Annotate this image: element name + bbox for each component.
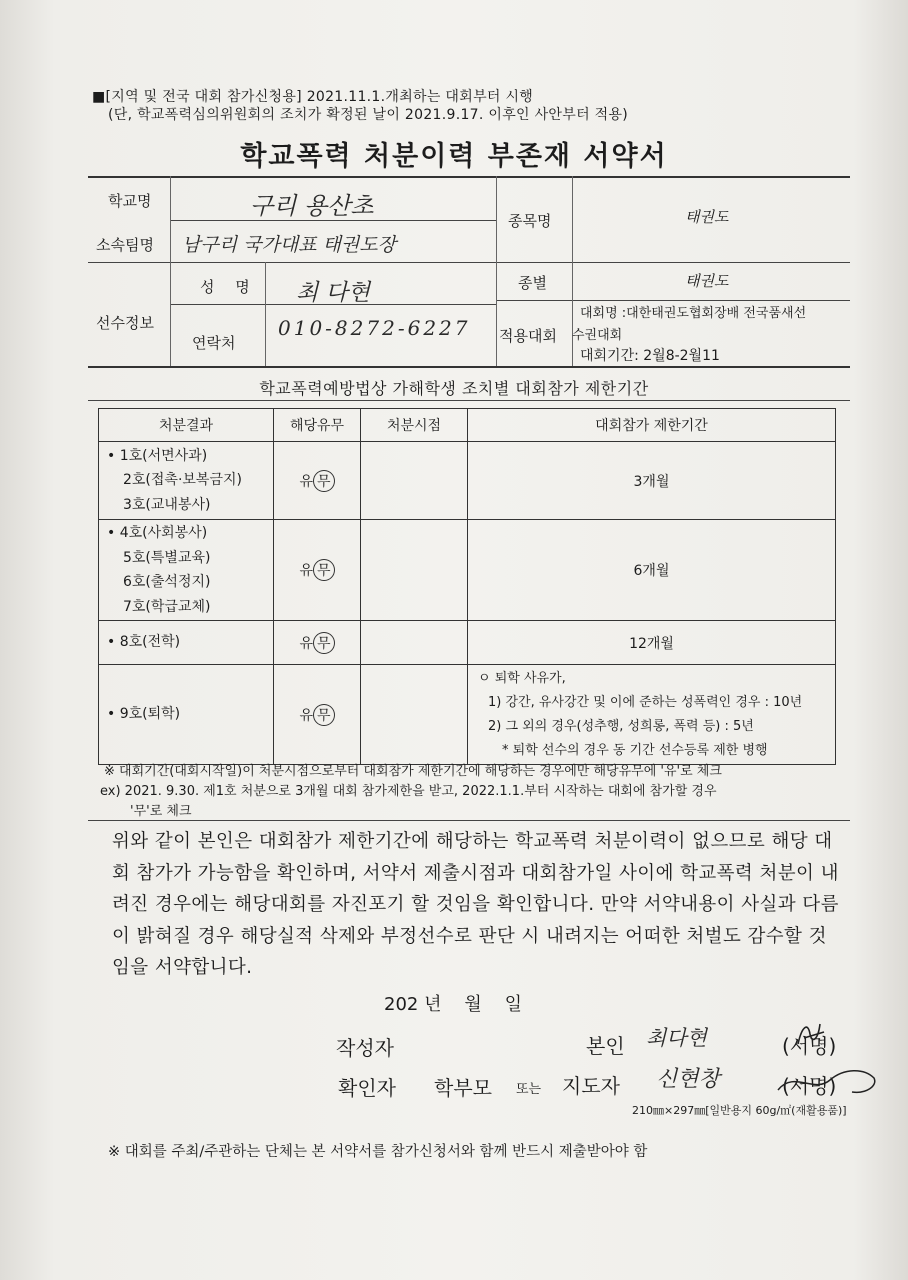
disposition-item: 2호(접촉·보복금지)	[123, 472, 242, 489]
footnote-3: '무'로 체크	[130, 804, 192, 819]
table-header-row	[99, 409, 836, 442]
period-cell: 12개월	[468, 621, 836, 665]
disposition-item: 5호(특별교육)	[123, 549, 211, 566]
no-option-circled: 무	[313, 559, 335, 581]
player-info-label: 선수정보	[96, 314, 154, 332]
sign-placeholder-2: (서명)	[782, 1074, 837, 1098]
yes-option: 유	[299, 563, 313, 579]
paper-spec: 210㎜×297㎜[일반용지 60g/㎡(재활용품)]	[632, 1104, 847, 1117]
yes-option: 유	[299, 473, 313, 490]
team-label: 소속팀명	[96, 236, 154, 254]
disposition-item: • 8호(전학)	[107, 634, 181, 651]
table-row	[99, 621, 836, 665]
no-option-circled: 무	[313, 704, 335, 726]
sign-placeholder-1: (서명)	[782, 1034, 837, 1058]
applicable-cell	[274, 621, 361, 665]
info-divider	[170, 176, 171, 366]
disposition-list	[99, 621, 274, 665]
period-cell: 3개월	[468, 442, 836, 520]
table-row	[99, 520, 836, 621]
info-top-rule	[88, 176, 850, 178]
pledge-date: 202 년 월 일	[384, 994, 523, 1015]
yes-option: 유	[299, 635, 313, 652]
contact-value: 010-8272-6227	[278, 316, 471, 340]
parent-label: 학부모	[434, 1076, 492, 1100]
restriction-table	[98, 408, 836, 765]
bottom-note: ※ 대회를 주최/주관하는 단체는 본 서약서를 참가신청서와 함께 반드시 제출받아야 함	[108, 1144, 648, 1160]
disposition-list	[99, 520, 274, 621]
competition-name-cont: 수권대회	[572, 328, 623, 343]
no-option-circled: 무	[313, 632, 335, 654]
expl-line: 2) 그 외의 경우(성추행, 성희롱, 폭력 등) : 5년	[488, 718, 754, 734]
disposition-item: • 1호(서면사과)	[107, 447, 208, 464]
info-rule	[496, 300, 850, 301]
disposition-list	[99, 665, 274, 765]
disposition-item: • 4호(사회봉사)	[107, 525, 208, 541]
table-row	[99, 665, 836, 765]
self-label: 본인	[586, 1034, 625, 1058]
yes-option: 유	[299, 707, 313, 724]
info-rule	[88, 262, 850, 263]
period-cell: 6개월	[468, 520, 836, 621]
col-header-result: 처분결과	[99, 409, 274, 442]
document-title: 학교폭력 처분이력 부존재 서약서	[240, 141, 668, 172]
or-label: 또는	[516, 1082, 542, 1097]
confirm-label: 확인자	[338, 1076, 396, 1100]
coach-signature-name: 신현창	[656, 1067, 720, 1092]
handwritten-signature-mark	[790, 1018, 830, 1052]
col-header-period: 대회참가 제한기간	[468, 409, 836, 442]
school-value: 구리 용산초	[250, 192, 374, 220]
competition-name: 대회명 :대한태권도협회장배 전국품새선	[580, 306, 807, 321]
applicable-cell	[274, 520, 361, 621]
expulsion-explanation	[468, 665, 836, 765]
restriction-subtitle: 학교폭력예방법상 가해학생 조치별 대회참가 제한기간	[259, 379, 649, 398]
date-cell	[361, 442, 468, 520]
category-label: 종별	[518, 274, 547, 292]
disposition-item: 3호(교내봉사)	[123, 496, 211, 513]
col-header-applicable: 해당유무	[274, 409, 361, 442]
category-value: 태권도	[685, 272, 729, 290]
footnote-1: ※ 대회기간(대회시작일)이 처분시점으로부터 대회참가 제한기간에 해당하는 경우에만 해당유무에 '유'로 체크	[104, 764, 722, 779]
name-label: 성 명	[200, 278, 258, 296]
team-value: 남구리 국가대표 태권도장	[182, 234, 396, 256]
expl-line: ㅇ 퇴학 사유가,	[478, 670, 566, 686]
notice-line-1: ■[지역 및 전국 대회 참가신청용] 2021.11.1.개최하는 대회부터 시행	[92, 89, 534, 105]
info-bottom-rule	[88, 366, 850, 368]
subtitle-rule	[88, 400, 850, 401]
disposition-item: • 9호(퇴학)	[107, 706, 181, 723]
notice-line-2: (단, 학교폭력심의위원회의 조치가 확정된 날이 2021.9.17. 이후인 사안부터 적용)	[108, 107, 629, 123]
table-row	[99, 442, 836, 520]
pledge-text: 위와 같이 본인은 대회참가 제한기간에 해당하는 학교폭력 처분이력이 없으므로 해당 대회 참가가 가능함을 확인하며, 서약서 제출시점과 대회참가일 사이에 학교폭력 처분이 내려진 경우에는 해당대회를 자진포기 할 것임을 확인합니다. 만약 서약내용이 사실과 다름이 밝혀질 경우 해당실적 삭제와 부정선수로 판단 시 내려지는 어떠한 처벌도 감수할 것임을 서약합니다.	[112, 831, 839, 978]
disposition-list	[99, 442, 274, 520]
contact-label: 연락처	[192, 334, 236, 352]
writer-label: 작성자	[336, 1036, 394, 1060]
info-divider	[496, 176, 497, 366]
school-label: 학교명	[108, 192, 152, 210]
footnote-rule	[88, 820, 850, 821]
info-divider	[265, 262, 266, 366]
disposition-item: 6호(출석정지)	[123, 574, 211, 590]
disposition-item: 7호(학급교체)	[123, 598, 211, 615]
competition-period: 대회기간: 2월8-2월11	[580, 348, 720, 364]
footnote-2: ex) 2021. 9.30. 제1호 처분으로 3개월 대회 참가제한을 받고, 2022.1.1.부터 시작하는 대회에 참가할 경우	[100, 784, 717, 799]
col-header-date: 처분시점	[361, 409, 468, 442]
applicable-cell	[274, 665, 361, 765]
date-cell	[361, 520, 468, 621]
expl-line: 1) 강간, 유사강간 및 이에 준하는 성폭력인 경우 : 10년	[488, 694, 803, 710]
date-cell	[361, 621, 468, 665]
handwritten-signature-mark	[774, 1060, 878, 1100]
applicable-cell	[274, 442, 361, 520]
date-cell	[361, 665, 468, 765]
event-value: 태권도	[685, 208, 729, 226]
event-label: 종목명	[508, 212, 552, 230]
name-value: 최 다현	[296, 280, 370, 306]
competition-label: 적용대회	[499, 327, 557, 345]
no-option-circled: 무	[313, 470, 335, 492]
expl-line: * 퇴학 선수의 경우 동 기간 선수등록 제한 병행	[502, 742, 768, 758]
self-signature-name: 최다현	[646, 1026, 707, 1050]
coach-label: 지도자	[562, 1074, 620, 1098]
